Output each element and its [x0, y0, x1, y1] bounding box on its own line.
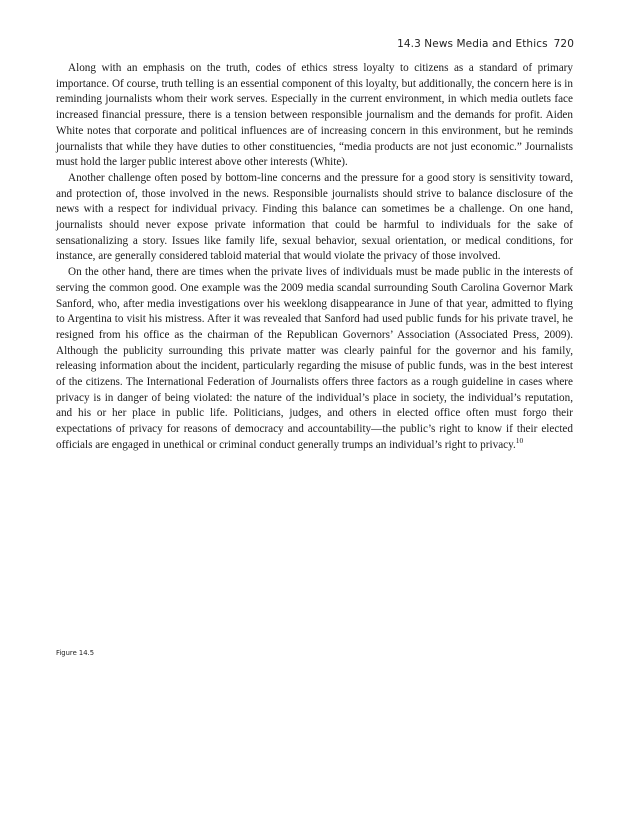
running-header: [397, 38, 574, 50]
figure-label: Figure 14.5: [56, 649, 95, 657]
body-text: [56, 61, 573, 454]
page-number: 720: [553, 38, 574, 50]
paragraph-public-interest: [56, 265, 573, 453]
paragraph-public-interest-text: On the other hand, there are times when the private lives of individuals must be made public in the interests of serving the common good. One example was the 2009 media scandal surrounding South Carolina Governor Mark Sanford, who, after media investigations over his weeklong disappearance in June of that year, admitted to flying to Argentina to visit his mistress. After it was revealed that Sanford had used public funds for his private travel, he resigned from his office as the chairman of the Republican Governors’ Association (Associated Press, 2009). Although the publicity surrounding this private matter was clearly painful for the governor and his family, releasing information about the incident, particularly regarding the misuse of public funds, was in the best interest of the citizens. The International Federation of Journalists offers three factors as a rough guideline in cases where privacy is in danger of being violated: the nature of the individual’s place in society, the individual’s reputation, and his or her place in public life. Politicians, judges, and others in elected office often must forgo their expectations of privacy for reasons of democracy and accountability—the public’s right to know if their elected officials are engaged in unethical or criminal conduct generally trumps an individual’s right to privacy.: [56, 266, 573, 451]
footnote-reference[interactable]: 10: [515, 435, 524, 445]
paragraph-privacy: Another challenge often posed by bottom-line concerns and the pressure for a good story is sensitivity toward, and protection of, those involved in the news. Responsible journalists should strive to balance disclosure of the news with a respect for individual privacy. Finding this balance can sometimes be a challenge. On one hand, journalists should never expose private information that could be harmful to individuals for the sake of sensationalizing a story. Issues like family life, sexual behavior, sexual orientation, or medical conditions, for instance, are generally considered tabloid material that would violate the privacy of those involved.: [56, 171, 573, 263]
paragraph-loyalty: Along with an emphasis on the truth, codes of ethics stress loyalty to citizens as a standard of primary importance. Of course, truth telling is an essential component of this loyalty, but additionally, the concern here is in reminding journalists whom their work serves. Especially in the current environment, in which media outlets face increased financial pressure, there is a tension between responsible journalism and the demands for profit. Aiden White notes that corporate and political influences are of increasing concern in this environment, but he reminds journalists that while they have duties to other constituencies, “media products are not just economic.” Journalists must hold the larger public interest above other interests (White).: [56, 62, 573, 169]
section-title: 14.3 News Media and Ethics: [397, 38, 548, 50]
